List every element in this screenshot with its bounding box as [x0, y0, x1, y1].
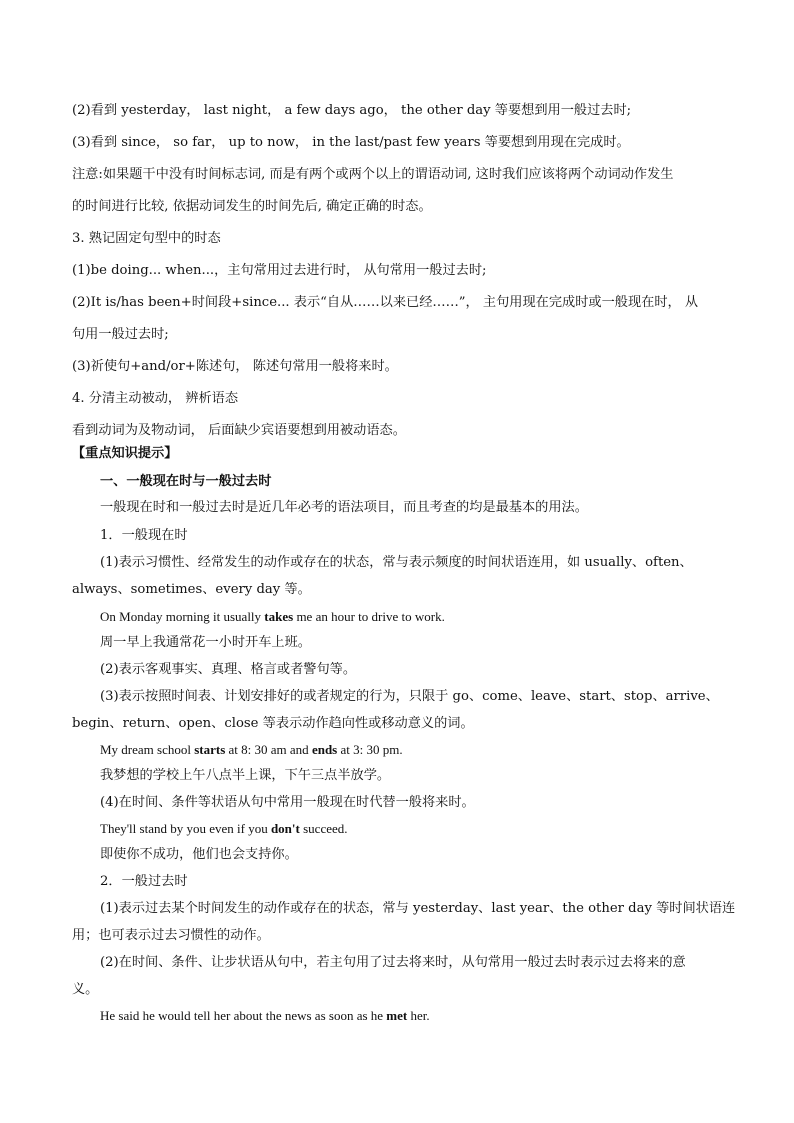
line-past-2: (2)在时间、条件、让步状语从句中，若主句用了过去将来时，从句常用一般过去时表示过去将来的意 [100, 955, 686, 970]
line-present-3-cont: begin、return、open、close 等表示动作趋向性或移动意义的词。 [72, 716, 474, 731]
line-past-1: (1)表示过去某个时间发生的动作或存在的状态，常与 yesterday、last year、the other day 等时间状语连 [100, 901, 736, 916]
line-present-4: (4)在时间、条件等状语从句中常用一般现在时代替一般将来时。 [100, 795, 475, 810]
line-note-2: 的时间进行比较, 依据动词发生的时间先后, 确定正确的时态。 [72, 199, 432, 214]
line-past-tense-markers: (2)看到 yesterday， last night， a few days ago， the other day 等要想到用一般过去时; [72, 103, 632, 118]
heading-voice: 4. 分清主动被动， 辨析语态 [72, 391, 239, 406]
line-past-2-cont: 义。 [72, 982, 99, 997]
heading-fixed-patterns: 3. 熟记固定句型中的时态 [72, 231, 221, 246]
line-pattern-2-cont: 句用一般过去时; [72, 327, 169, 342]
example-present-1: On Monday morning it usually takes me an hour to drive to work. [100, 609, 445, 624]
line-present-2: (2)表示客观事实、真理、格言或者警句等。 [100, 662, 357, 677]
line-note-1: 注意:如果题干中没有时间标志词, 而是有两个或两个以上的谓语动词, 这时我们应该将两个动词动作发生 [72, 167, 674, 182]
translation-present-3: 即使你不成功，他们也会支持你。 [100, 847, 298, 862]
line-pattern-2: (2)It is/has been+时间段+since... 表示“自从……以来已经……”， 主句用现在完成时或一般现在时， 从 [72, 295, 699, 310]
example-past-1: He said he would tell her about the news as soon as he met her. [100, 1008, 430, 1023]
line-intro: 一般现在时和一般过去时是近几年必考的语法项目，而且考查的均是最基本的用法。 [100, 500, 588, 515]
heading-simple-past: 2．一般过去时 [100, 874, 188, 889]
heading-simple-present: 1．一般现在时 [100, 528, 188, 543]
line-pattern-3: (3)祈使句+and/or+陈述句， 陈述句常用一般将来时。 [72, 359, 398, 374]
section-key-points: 【重点知识提示】 [72, 446, 178, 461]
line-present-3: (3)表示按照时间表、计划安排好的或者规定的行为，只限于 go、come、leave、start、stop、arrive、 [100, 689, 719, 704]
line-voice-rule: 看到动词为及物动词， 后面缺少宾语要想到用被动语态。 [72, 423, 406, 438]
line-present-1-cont: always、sometimes、every day 等。 [72, 582, 311, 597]
example-present-2: My dream school starts at 8: 30 am and ends at 3: 30 pm. [100, 742, 403, 757]
heading-present-past: 一、一般现在时与一般过去时 [100, 474, 272, 489]
translation-present-1: 周一早上我通常花一小时开车上班。 [100, 635, 311, 650]
line-present-1: (1)表示习惯性、经常发生的动作或存在的状态，常与表示频度的时间状语连用，如 usually、often、 [100, 555, 693, 570]
translation-present-2: 我梦想的学校上午八点半上课，下午三点半放学。 [100, 768, 391, 783]
line-past-1-cont: 用；也可表示过去习惯性的动作。 [72, 928, 270, 943]
example-present-3: They'll stand by you even if you don't succeed. [100, 821, 348, 836]
line-perfect-tense-markers: (3)看到 since， so far， up to now， in the last/past few years 等要想到用现在完成时。 [72, 135, 630, 150]
line-pattern-1: (1)be doing... when...，主句常用过去进行时， 从句常用一般过去时; [72, 263, 487, 278]
